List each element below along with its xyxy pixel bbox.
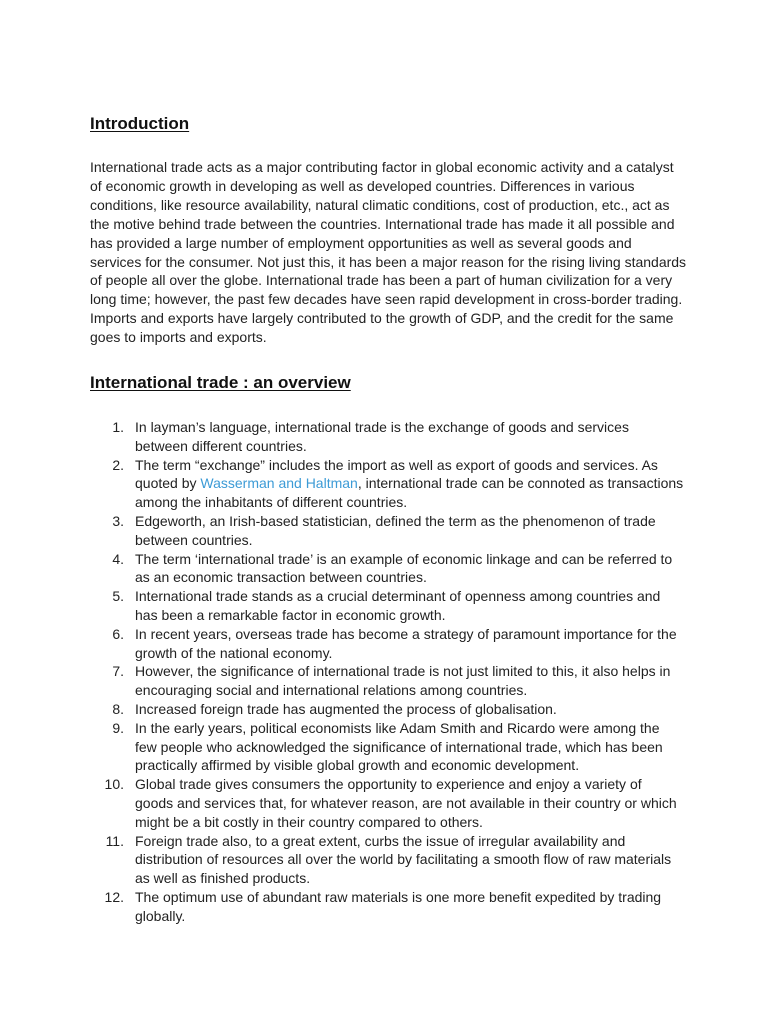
- list-number: 10.: [104, 776, 124, 793]
- paragraph-line: goes to imports and exports.: [90, 329, 267, 346]
- list-item-line: among the inhabitants of different countries.: [135, 494, 408, 511]
- paragraph-line: conditions, like resource availability, natural climatic conditions, cost of production, etc., act as: [90, 196, 670, 213]
- wasserman-haltman-link[interactable]: Wasserman and Haltman: [200, 475, 358, 492]
- list-item-line: Global trade gives consumers the opportunity to experience and enjoy a variety of: [135, 776, 642, 793]
- list-number: 12.: [104, 888, 124, 905]
- list-item-line: few people who acknowledged the significance of international trade, which has been: [135, 738, 663, 755]
- paragraph-line: the motive behind trade between the countries. International trade has made it all possible and: [90, 215, 675, 232]
- list-item-line: Increased foreign trade has augmented the process of globalisation.: [135, 700, 557, 717]
- list-item-line: [135, 474, 690, 493]
- list-number: 7.: [112, 663, 124, 680]
- list-number: 9.: [112, 719, 124, 736]
- list-number: 3.: [112, 512, 124, 529]
- list-item-line: The term “exchange” includes the import as well as export of goods and services. As: [135, 456, 658, 473]
- paragraph-line: International trade acts as a major contributing factor in global economic activity and a catalyst: [90, 159, 674, 175]
- list-number: 11.: [105, 832, 124, 849]
- list-item-line: might be a bit costly in their country compared to others.: [135, 813, 483, 830]
- list-item-line: Edgeworth, an Irish-based statistician, defined the term as the phenomenon of trade: [135, 512, 656, 529]
- list-item: [90, 587, 690, 625]
- paragraph-line: long time; however, the past few decades have seen rapid development in cross-border trading.: [90, 291, 683, 308]
- list-item-line: between countries.: [135, 531, 253, 548]
- list-item: [90, 775, 690, 831]
- list-item: [90, 719, 690, 775]
- list-number: 6.: [112, 625, 124, 642]
- introduction-paragraph: [90, 158, 690, 347]
- list-number: 4.: [112, 550, 124, 567]
- list-item-line: Foreign trade also, to a great extent, curbs the issue of irregular availability and: [135, 832, 626, 849]
- list-item-line: encouraging social and international relations among countries.: [135, 682, 528, 699]
- paragraph-line: of people all over the globe. International trade has been a part of human civilization for a very: [90, 272, 673, 289]
- overview-list: [90, 418, 690, 926]
- list-item-line: globally.: [135, 907, 186, 924]
- list-item: [90, 700, 690, 719]
- list-item: [90, 418, 690, 456]
- list-item: [90, 550, 690, 588]
- list-item-line: However, the significance of international trade is not just limited to this, it also helps in: [135, 663, 671, 680]
- paragraph-line: of economic growth in developing as well as developed countries. Differences in various: [90, 177, 635, 194]
- list-item: [90, 662, 690, 700]
- paragraph-line: has provided a large number of employment opportunities as well as several goods and: [90, 234, 632, 251]
- list-item-line: In the early years, political economists like Adam Smith and Ricardo were among the: [135, 719, 660, 736]
- list-item: [90, 888, 690, 926]
- list-item-line: as an economic transaction between countries.: [135, 569, 427, 586]
- list-item: [90, 625, 690, 663]
- list-item-text: , international trade can be connoted as transactions: [357, 475, 684, 492]
- list-item-line: between different countries.: [135, 437, 307, 454]
- paragraph-line: Imports and exports have largely contributed to the growth of GDP, and the credit for the same: [90, 310, 674, 327]
- list-item: [90, 832, 690, 888]
- paragraph-line: services for the consumer. Not just this, it has been a major reason for the rising living standards: [90, 253, 687, 270]
- list-number: 8.: [112, 700, 124, 717]
- list-item-line: International trade stands as a crucial determinant of openness among countries and: [135, 588, 661, 605]
- list-item-line: The optimum use of abundant raw materials is one more benefit expedited by trading: [135, 888, 662, 905]
- list-item-line: distribution of resources all over the world by facilitating a smooth flow of raw materials: [135, 851, 672, 868]
- list-item: [90, 456, 690, 512]
- list-item: [90, 512, 690, 550]
- list-item-line: goods and services that, for whatever reason, are not available in their country or which: [135, 794, 677, 811]
- list-item-line: In layman’s language, international trade is the exchange of goods and services: [135, 419, 629, 435]
- list-item-text: quoted by: [135, 475, 201, 492]
- introduction-heading: Introduction: [90, 114, 190, 133]
- list-item-line: as well as finished products.: [135, 870, 311, 887]
- list-item-line: practically affirmed by visible global growth and economic development.: [135, 757, 580, 774]
- list-number: 1.: [112, 419, 124, 435]
- list-item-line: In recent years, overseas trade has become a strategy of paramount importance for the: [135, 625, 677, 642]
- list-number: 2.: [112, 456, 124, 473]
- list-item-line: has been a remarkable factor in economic growth.: [135, 606, 446, 623]
- overview-heading: International trade : an overview: [90, 373, 351, 392]
- list-item-line: The term ‘international trade’ is an example of economic linkage and can be referred to: [135, 550, 673, 567]
- list-item-line: growth of the national economy.: [135, 644, 333, 661]
- list-number: 5.: [112, 588, 124, 605]
